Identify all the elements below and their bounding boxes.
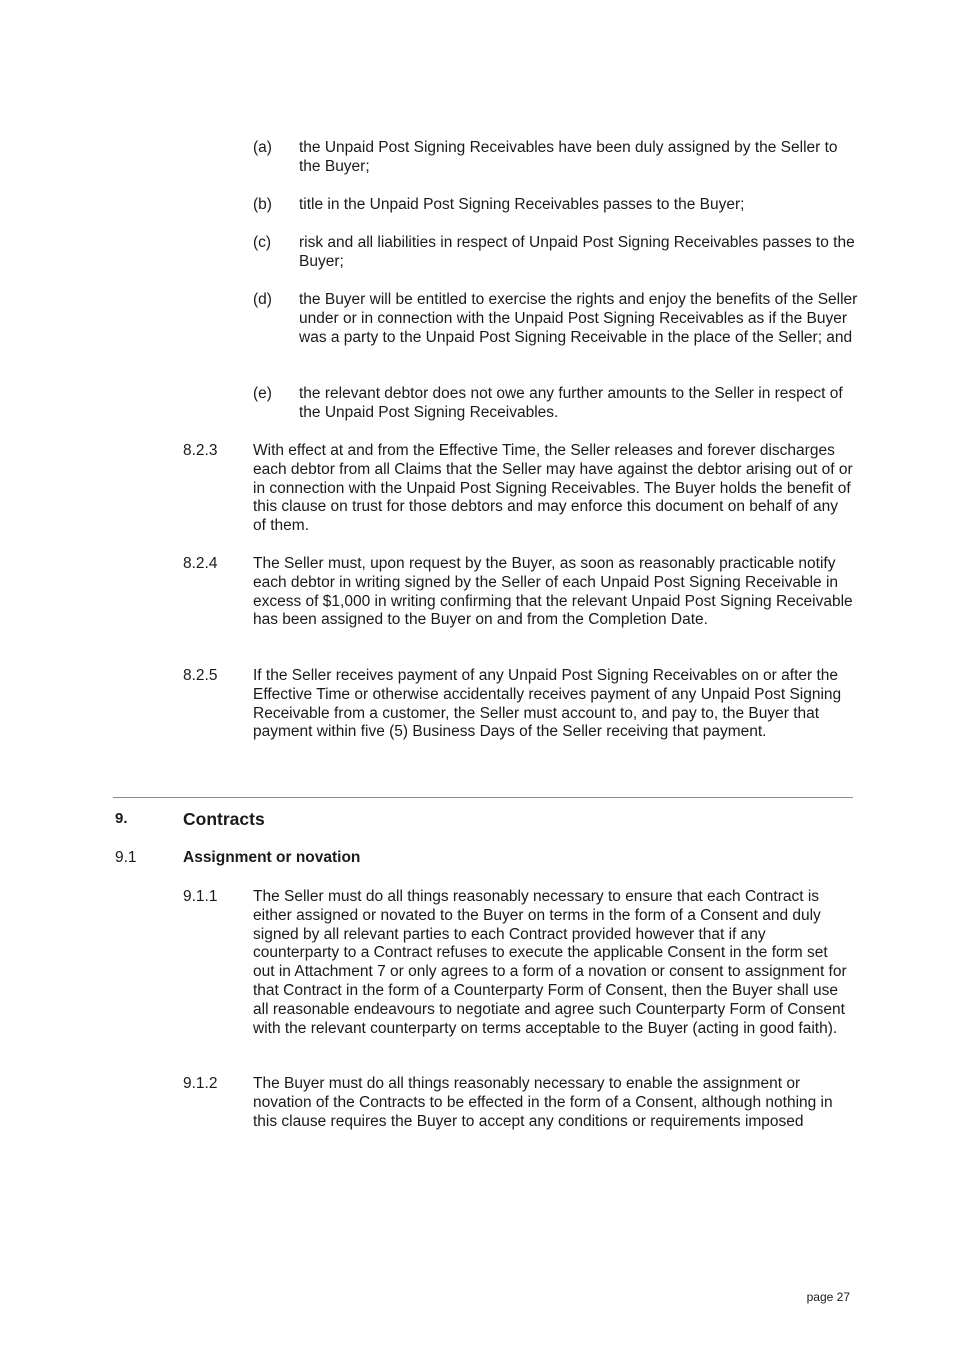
clause-text: The Buyer must do all things reasonably necessary to enable the assignment or novation of the Contracts to be effected in the form of a Consent, although nothing in this clause requires the Buyer to accept any conditions or requirements imposed	[253, 1075, 833, 1130]
page-number: page 27	[806, 1290, 850, 1304]
clause-number: 8.2.3	[183, 442, 218, 459]
list-item-text: the relevant debtor does not owe any further amounts to the Seller in respect of the Unpaid Post Signing Receivables.	[299, 385, 843, 421]
list-item-label: (b)	[253, 196, 272, 213]
section-number: 9.	[115, 810, 128, 827]
clause-number: 8.2.5	[183, 667, 218, 684]
list-item-text: risk and all liabilities in respect of Unpaid Post Signing Receivables passes to the Buyer;	[299, 234, 855, 270]
list-item-label: (e)	[253, 385, 272, 402]
list-item-text: the Unpaid Post Signing Receivables have been duly assigned by the Seller to the Buyer;	[299, 139, 838, 175]
section-title: Contracts	[183, 809, 265, 829]
clause-number: 9.1.1	[183, 888, 218, 905]
clause-number: 9.1.2	[183, 1075, 218, 1092]
clause-number: 8.2.4	[183, 555, 218, 572]
list-item-label: (d)	[253, 291, 272, 308]
clause-text: The Seller must, upon request by the Buyer, as soon as reasonably practicable notify each debtor in writing signed by the Seller of each Unpaid Post Signing Receivable in excess of $1,000 in writing confirming that the relevant Unpaid Post Signing Receivable has been assigned to the Buyer on and from the Completion Date.	[253, 555, 853, 629]
clause-text: If the Seller receives payment of any Unpaid Post Signing Receivables on or after the Effective Time or otherwise accidentally receives payment of any Unpaid Post Signing Receivable from a customer, the Seller must account to, and pay to, the Buyer that payment within five (5) Business Days of the Seller receiving that payment.	[253, 667, 842, 741]
subsection-number: 9.1	[115, 849, 137, 866]
list-item-text: title in the Unpaid Post Signing Receivables passes to the Buyer;	[299, 196, 745, 213]
list-item-label: (a)	[253, 139, 272, 156]
list-item-text: the Buyer will be entitled to exercise the rights and enjoy the benefits of the Seller under or in connection with the Unpaid Post Signing Receivables as if the Buyer was a party to the Unpaid Post Signing Receivable in the place of the Seller; and	[299, 291, 858, 346]
subsection-title: Assignment or novation	[183, 849, 361, 866]
clause-text: The Seller must do all things reasonably necessary to ensure that each Contract is either assigned or novated to the Buyer on terms in the form of a Consent and duly signed by all relevant parties to each Contract provided however that if any counterparty to a Contract refuses to execute the applicable Consent in the form set out in Attachment 7 or only agrees to a form of a novation or consent to assignment for that Contract in the form of a Counterparty Form of Consent, then the Buyer shall use all reasonable endeavours to negotiate and agree such Counterparty Form of Consent with the relevant counterparty on terms acceptable to the Buyer (acting in good faith).	[253, 888, 847, 1037]
list-item-label: (c)	[253, 234, 272, 251]
section-divider	[113, 797, 853, 798]
clause-text: With effect at and from the Effective Time, the Seller releases and forever discharges each debtor from all Claims that the Seller may have against the debtor arising out of or in connection with the Unpaid Post Signing Receivables. The Buyer holds the benefit of this clause on trust for those debtors and may enforce this document on behalf of any of them.	[253, 442, 853, 535]
